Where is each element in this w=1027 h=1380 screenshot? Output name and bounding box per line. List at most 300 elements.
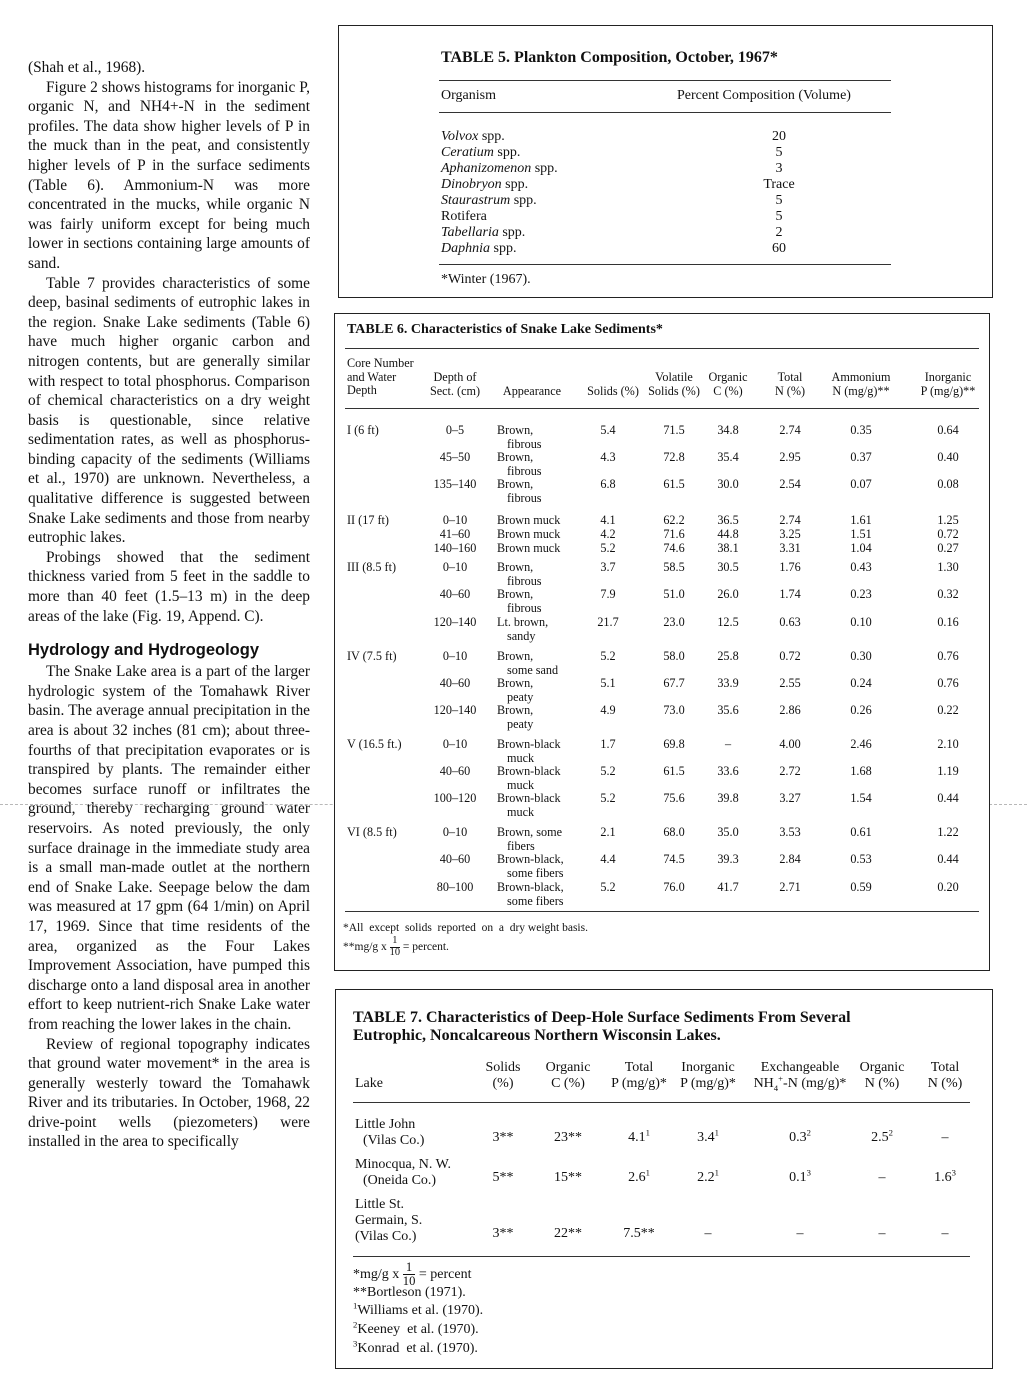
- left-column: [28, 58, 310, 1152]
- table7-cell-totp: [604, 1127, 674, 1146]
- table6-appearance-line: Brown,: [497, 423, 534, 437]
- table5-organism: [441, 241, 516, 257]
- table6-cell-totn: 2.74: [779, 513, 801, 527]
- table6-cell-amm: 0.37: [850, 450, 872, 464]
- table6-appearance-line: Brown, some: [497, 825, 562, 839]
- table6-core: II (17 ft): [347, 513, 389, 527]
- section-heading-hydrology: Hydrology and Hydrogeology: [28, 641, 260, 660]
- table6-cell-solids: 1.7: [600, 737, 616, 751]
- table7-value: 5**: [492, 1170, 514, 1185]
- table6-cell-solids: 21.7: [597, 615, 619, 629]
- table7-value: 3**: [492, 1226, 514, 1241]
- table7-cell-orgc: [536, 1226, 600, 1242]
- table6-cell-inp: 1.30: [937, 560, 959, 574]
- table6-cell-volatile: 76.0: [663, 880, 685, 894]
- table6-cell-inp: 1.22: [937, 825, 959, 839]
- table7-value: 4.1: [628, 1130, 646, 1145]
- table6-cell-volatile: 61.5: [663, 477, 685, 491]
- table6-appearance-line: Brown muck: [497, 541, 561, 555]
- table6-cell-inp: 0.27: [937, 541, 959, 555]
- table7-value: –: [796, 1226, 804, 1241]
- table6-appearance-line: Brown-black: [497, 764, 561, 778]
- table6-cell-solids: 5.2: [600, 880, 616, 894]
- table5-genus-suffix: spp.: [531, 161, 558, 176]
- table6-cell-inp: 0.20: [937, 880, 959, 894]
- table6-appearance: [497, 616, 548, 643]
- table5-header-organism: Organism: [441, 88, 496, 103]
- table6-appearance-line: Lt. brown,: [497, 615, 549, 629]
- table7-value-note: 3: [806, 1167, 811, 1178]
- table7-cell-orgn: [852, 1226, 912, 1242]
- table6-cell-solids: 5.2: [600, 541, 616, 555]
- table6-appearance-line: sandy: [507, 628, 536, 643]
- table6-cell-solids: 6.8: [600, 477, 616, 491]
- table6-cell-orgc: 38.1: [717, 541, 739, 555]
- table7-value-note: 1: [714, 1167, 719, 1178]
- table7-cell-totn: [920, 1167, 970, 1186]
- table7-cell-totn: [920, 1130, 970, 1146]
- table6-cell-amm: 0.10: [850, 615, 872, 629]
- paragraph-topography: Review of regional topography indicates that ground water movement* in the area is generally westerly toward the Tomahawk River and its tributaries. In October, 1968, 22 drive-point wells (piezometers) were installed in the area to specifically: [28, 1035, 310, 1151]
- table5-value: 3: [775, 161, 783, 176]
- table6-cell-amm: 0.35: [850, 423, 872, 437]
- table6-appearance-line: fibrous: [507, 573, 542, 588]
- table6-cell-depth: 45–50: [439, 450, 471, 464]
- table7-value-note: 1: [645, 1127, 650, 1138]
- table5-genus-suffix: Rotifera: [441, 209, 487, 224]
- table5-genus-suffix: spp.: [501, 177, 529, 192]
- table5-rule-top: [439, 80, 891, 81]
- table7-lake: [355, 1117, 424, 1149]
- table7-value: 2.5: [871, 1130, 889, 1145]
- table7-value: 22**: [554, 1226, 582, 1241]
- table6-cell-orgc: 26.0: [717, 587, 739, 601]
- table6-appearance-line: fibrous: [507, 463, 542, 478]
- table7-value: –: [878, 1226, 886, 1241]
- table6-core: IV (7.5 ft): [347, 649, 397, 663]
- table5-genus: Aphanizomenon: [441, 161, 532, 176]
- table6-appearance-line: Brown,: [497, 587, 534, 601]
- table6-cell-solids: 5.2: [600, 791, 616, 805]
- table6-appearance: [497, 514, 560, 528]
- table6-cell-orgc: 30.0: [717, 477, 739, 491]
- table6-cell-depth: 0–10: [442, 737, 468, 751]
- table6-header-totaln: Total N (%): [774, 370, 806, 398]
- table6-appearance-line: some fibers: [507, 865, 564, 880]
- table6-appearance: [497, 881, 564, 908]
- table6-appearance-line: fibrous: [507, 490, 542, 505]
- table6-cell-orgc: 44.8: [717, 527, 739, 541]
- table6-cell-orgc: 33.9: [717, 676, 739, 690]
- table6-cell-totn: 2.95: [779, 450, 801, 464]
- table7-value: –: [878, 1170, 886, 1185]
- table6-appearance: [497, 765, 561, 792]
- table6-cell-amm: 1.61: [850, 513, 872, 527]
- table6-cell-depth: 100–120: [433, 791, 477, 805]
- table6-cell-inp: 0.22: [937, 703, 959, 717]
- table7-footnote-ref: [353, 1319, 479, 1338]
- table6-rule-header: [345, 408, 979, 409]
- table6-appearance-line: Brown,: [497, 477, 534, 491]
- table7-footnote-ref-text: Williams et al. (1970).: [357, 1303, 484, 1318]
- table7-value: 3.4: [697, 1130, 715, 1145]
- table7-value: 2.6: [628, 1170, 646, 1185]
- table6-box: [334, 313, 990, 971]
- table6-appearance: [497, 424, 542, 451]
- table6-cell-amm: 0.30: [850, 649, 872, 663]
- table7-cell-exch: [748, 1167, 852, 1186]
- paragraph-probings: Probings showed that the sediment thickness varied from 5 feet in the saddle to more than 40 feet (1.5–13 m) in the deep areas of the lake (Fig. 19, Append. C).: [28, 548, 310, 625]
- table5-genus-suffix: spp.: [510, 193, 537, 208]
- table6-cell-solids: 3.7: [600, 560, 616, 574]
- table6-cell-orgc: 30.5: [717, 560, 739, 574]
- table7-footnote-ref-mark: 1: [353, 1300, 358, 1311]
- table6-cell-solids: 4.4: [600, 852, 616, 866]
- table6-cell-solids: 5.2: [600, 764, 616, 778]
- table6-cell-orgc: 35.4: [717, 450, 739, 464]
- table5-value: 5: [775, 209, 783, 224]
- table6-footnote-fraction: $\frac{1}{10}$: [389, 935, 400, 958]
- table6-cell-orgc: –: [724, 737, 732, 751]
- table6-cell-totn: 4.00: [779, 737, 801, 751]
- table6-appearance-line: muck: [507, 750, 535, 765]
- table6-cell-inp: 0.32: [937, 587, 959, 601]
- table6-cell-solids: 4.1: [600, 513, 616, 527]
- table7-title-line1: TABLE 7. Characteristics of Deep-Hole Surface Sediments From Several: [353, 1009, 851, 1026]
- table7-footnote-ref: [353, 1300, 484, 1319]
- table6-core: III (8.5 ft): [347, 560, 397, 574]
- table7-cell-solids: [475, 1226, 531, 1242]
- table5-value: Trace: [763, 177, 795, 192]
- table6-cell-orgc: 12.5: [717, 615, 739, 629]
- table7-cell-orgc: [536, 1130, 600, 1146]
- table6-cell-volatile: 75.6: [663, 791, 685, 805]
- table6-cell-volatile: 71.6: [663, 527, 685, 541]
- paragraph-table7: Table 7 provides characteristics of some deep, basinal sediments of eutrophic lakes in the region. Snake Lake sediments (Table 6) have much higher organic carbon and nitrogen contents, but are generally similar with respect to total phosphorus. Comparison of chemical characteristics on a dry weight basis is questionable, since relative sedimentation rates, as well as phosphorus-binding capacity of the sediments (Williams et al., 1970) are unknown. Nevertheless, a qualitative difference is suggested between Snake Lake sediments and those from nearby eutrophic lakes.: [28, 274, 310, 547]
- table7-rule-bottom: [353, 1256, 970, 1257]
- table6-cell-inp: 0.72: [937, 527, 959, 541]
- table6-appearance: [497, 704, 533, 731]
- table6-cell-volatile: 61.5: [663, 764, 685, 778]
- table6-cell-totn: 2.74: [779, 423, 801, 437]
- table6-rule-top: [345, 348, 979, 349]
- table6-cell-totn: 2.72: [779, 764, 801, 778]
- table6-cell-volatile: 62.2: [663, 513, 685, 527]
- table5-genus-suffix: spp.: [490, 241, 517, 256]
- table6-cell-totn: 2.86: [779, 703, 801, 717]
- table7-value-note: 3: [951, 1167, 956, 1178]
- table7-rule-header: [353, 1102, 970, 1103]
- table6-header-organic: Organic C (%): [708, 370, 748, 398]
- table6-cell-depth: 0–5: [445, 423, 465, 437]
- table7-header-orgn: Organic N (%): [859, 1060, 905, 1091]
- table6-header-core: Core Number and Water Depth: [347, 356, 414, 398]
- table6-appearance-line: Brown-black,: [497, 880, 564, 894]
- table6-cell-depth: 0–10: [442, 649, 468, 663]
- table6-cell-amm: 1.68: [850, 764, 872, 778]
- table5-genus: Daphnia: [441, 241, 490, 256]
- table5-value: 60: [772, 241, 786, 256]
- table6-cell-depth: 0–10: [442, 560, 468, 574]
- table6-cell-totn: 1.74: [779, 587, 801, 601]
- table6-appearance-line: peaty: [507, 716, 534, 731]
- table5-genus-suffix: spp.: [498, 225, 526, 240]
- table5-genus: Ceratium: [441, 145, 494, 160]
- table6-cell-amm: 0.53: [850, 852, 872, 866]
- table7-value: –: [941, 1130, 949, 1145]
- table6-appearance: [497, 528, 560, 542]
- table6-cell-inp: 0.16: [937, 615, 959, 629]
- table7-cell-exch: [748, 1127, 852, 1146]
- table6-cell-depth: 120–140: [433, 615, 477, 629]
- table6-header-appearance: Appearance: [502, 384, 562, 398]
- table6-cell-depth: 40–60: [439, 587, 471, 601]
- table6-cell-depth: 40–60: [439, 764, 471, 778]
- table7-header-totn: Total N (%): [927, 1060, 963, 1091]
- table7-lake-line: Little John: [355, 1117, 416, 1132]
- table6-cell-amm: 0.26: [850, 703, 872, 717]
- table7-cell-totp: [604, 1167, 674, 1186]
- table6-cell-amm: 0.43: [850, 560, 872, 574]
- table6-cell-depth: 80–100: [436, 880, 474, 894]
- table7-footnote-conversion: *mg/g x $\frac{1}{10}$ = percent: [353, 1260, 472, 1289]
- table6-cell-totn: 2.71: [779, 880, 801, 894]
- table6-cell-totn: 3.27: [779, 791, 801, 805]
- table7-value: 2.2: [697, 1170, 715, 1185]
- table5-rule-header: [439, 112, 891, 113]
- table6-cell-inp: 0.76: [937, 676, 959, 690]
- table5-box: [338, 25, 993, 298]
- table7-value: 7.5**: [623, 1226, 655, 1241]
- table6-cell-totn: 2.55: [779, 676, 801, 690]
- table7-header-totp: Total P (mg/g)*: [611, 1060, 667, 1091]
- table6-appearance: [497, 853, 564, 880]
- table7-value-note: 2: [888, 1127, 893, 1138]
- table6-cell-amm: 0.07: [850, 477, 872, 491]
- table6-cell-totn: 2.54: [779, 477, 801, 491]
- table6-rule-bottom: [345, 911, 979, 912]
- table6-core: V (16.5 ft.): [347, 737, 402, 751]
- table6-cell-solids: 7.9: [600, 587, 616, 601]
- table6-cell-totn: 1.76: [779, 560, 801, 574]
- table6-header-volatile: Volatile Solids (%): [648, 370, 700, 398]
- table6-appearance-line: Brown muck: [497, 527, 561, 541]
- table6-appearance: [497, 561, 542, 588]
- table7-value: –: [941, 1226, 949, 1241]
- table6-cell-solids: 5.4: [600, 423, 616, 437]
- table7-footnote-ref-text: Konrad et al. (1970).: [357, 1341, 478, 1356]
- table5-rule-bottom: [439, 264, 891, 265]
- table6-cell-amm: 2.46: [850, 737, 872, 751]
- table7-value-note: 1: [645, 1167, 650, 1178]
- table6-cell-solids: 4.3: [600, 450, 616, 464]
- table6-cell-inp: 1.25: [937, 513, 959, 527]
- table5-genus-suffix: spp.: [478, 129, 505, 144]
- table6-header-depth: Depth of Sect. (cm): [429, 370, 481, 398]
- table5-organism: [441, 129, 505, 145]
- table6-cell-volatile: 74.5: [663, 852, 685, 866]
- table5-footnote: *Winter (1967).: [441, 272, 531, 287]
- table5-value: 5: [775, 193, 783, 208]
- table6-appearance-line: Brown,: [497, 450, 534, 464]
- table6-appearance-line: fibers: [507, 838, 535, 853]
- table6-cell-volatile: 58.5: [663, 560, 685, 574]
- table7-cell-solids: [475, 1170, 531, 1186]
- table7-header-exch: Exchangeable $NH_4^+-N$ (mg/g)*: [753, 1060, 847, 1093]
- table6-cell-depth: 140–160: [433, 541, 477, 555]
- table6-cell-solids: 4.2: [600, 527, 616, 541]
- paragraph-intro: (Shah et al., 1968).: [28, 59, 146, 76]
- table7-value-note: 2: [806, 1127, 811, 1138]
- table7-header-orgc: Organic C (%): [545, 1060, 591, 1091]
- table7-lake-line: (Vilas Co.): [355, 1229, 417, 1244]
- table6-cell-volatile: 58.0: [663, 649, 685, 663]
- table6-cell-inp: 0.08: [937, 477, 959, 491]
- table7-header-solids: Solids (%): [485, 1060, 521, 1091]
- table6-header-ammonium: Ammonium N (mg/g)**: [831, 370, 891, 398]
- table6-appearance-line: fibrous: [507, 600, 542, 615]
- table6-cell-totn: 3.25: [779, 527, 801, 541]
- table6-appearance: [497, 650, 558, 677]
- table6-appearance-line: Brown-black: [497, 791, 561, 805]
- table7-cell-orgn: [852, 1170, 912, 1186]
- table7-value-note: 1: [714, 1127, 719, 1138]
- table6-cell-orgc: 33.6: [717, 764, 739, 778]
- table6-appearance-line: Brown,: [497, 703, 534, 717]
- table6-cell-depth: 41–60: [439, 527, 471, 541]
- table6-appearance: [497, 826, 562, 853]
- table6-appearance: [497, 677, 533, 704]
- table5-header-percent: Percent Composition (Volume): [677, 88, 851, 103]
- table6-cell-solids: 2.1: [600, 825, 616, 839]
- table6-cell-orgc: 39.3: [717, 852, 739, 866]
- table5-genus-suffix: spp.: [493, 145, 521, 160]
- table7-cell-totp: [604, 1226, 674, 1242]
- table6-cell-orgc: 25.8: [717, 649, 739, 663]
- table6-cell-volatile: 23.0: [663, 615, 685, 629]
- table6-cell-depth: 0–10: [442, 825, 468, 839]
- table5-genus: Tabellaria: [441, 225, 499, 240]
- table6-cell-amm: 0.24: [850, 676, 872, 690]
- table6-cell-depth: 120–140: [433, 703, 477, 717]
- table6-appearance-line: peaty: [507, 689, 534, 704]
- table7-lake-line: (Vilas Co.): [363, 1133, 425, 1148]
- table6-cell-depth: 0–10: [442, 513, 468, 527]
- table5-genus: Dinobryon: [441, 177, 502, 192]
- table7-header-inp: Inorganic P (mg/g)*: [680, 1060, 736, 1091]
- table6-cell-inp: 0.76: [937, 649, 959, 663]
- table7-footnote-ref-text: Keeney et al. (1970).: [357, 1322, 479, 1337]
- table6-cell-amm: 1.51: [850, 527, 872, 541]
- table6-cell-amm: 1.54: [850, 791, 872, 805]
- table7-value: 1.6: [934, 1170, 952, 1185]
- table5-genus: Volvox: [441, 129, 479, 144]
- table6-cell-totn: 0.63: [779, 615, 801, 629]
- table6-cell-orgc: 35.6: [717, 703, 739, 717]
- table6-cell-amm: 0.59: [850, 880, 872, 894]
- table6-cell-depth: 40–60: [439, 852, 471, 866]
- table6-cell-inp: 0.40: [937, 450, 959, 464]
- table5-value: 2: [775, 225, 783, 240]
- table6-title: TABLE 6. Characteristics of Snake Lake Sediments*: [347, 322, 663, 337]
- table6-cell-volatile: 73.0: [663, 703, 685, 717]
- table6-cell-amm: 0.61: [850, 825, 872, 839]
- table6-cell-orgc: 36.5: [717, 513, 739, 527]
- table6-cell-solids: 4.9: [600, 703, 616, 717]
- table6-cell-depth: 40–60: [439, 676, 471, 690]
- table6-appearance-line: Brown,: [497, 560, 534, 574]
- table7-header-lake: Lake: [355, 1076, 383, 1091]
- paragraph-figure2: Figure 2 shows histograms for inorganic P, organic N, and NH4+-N in the sediment profiles. The data show higher levels of P in the muck than in the peat, and consistently higher levels of P in the surface sediments (Table 6). Ammonium-N was more concentrated in the mucks, while organic N was fairly uniform except for being much lower in sections containing large amounts of sand.: [28, 78, 310, 272]
- table6-cell-inp: 0.64: [937, 423, 959, 437]
- table6-cell-orgc: 35.0: [717, 825, 739, 839]
- table7-lake-line: Germain, S.: [355, 1213, 423, 1228]
- table7-lake-line: (Oneida Co.): [363, 1173, 437, 1188]
- table7-lake-line: Little St.: [355, 1197, 404, 1212]
- table5-title: TABLE 5. Plankton Composition, October, 1967*: [441, 49, 778, 66]
- table5-genus: Staurastrum: [441, 193, 511, 208]
- table6-cell-totn: 3.53: [779, 825, 801, 839]
- table6-appearance-line: Brown,: [497, 649, 534, 663]
- table6-cell-orgc: 39.8: [717, 791, 739, 805]
- table6-cell-amm: 0.23: [850, 587, 872, 601]
- table7-value: 23**: [554, 1130, 582, 1145]
- table6-cell-totn: 3.31: [779, 541, 801, 555]
- table6-footnote-conversion: **mg/g x $\frac{1}{10}$ = percent.: [343, 935, 449, 958]
- table6-appearance: [497, 478, 542, 505]
- table6-cell-inp: 0.44: [937, 852, 959, 866]
- table6-cell-volatile: 69.8: [663, 737, 685, 751]
- table7-value: 15**: [554, 1170, 582, 1185]
- table7-footnote-ref-mark: 3: [353, 1338, 358, 1349]
- table6-appearance: [497, 451, 542, 478]
- table6-appearance-line: some sand: [507, 662, 559, 677]
- table6-cell-volatile: 68.0: [663, 825, 685, 839]
- table6-cell-solids: 5.1: [600, 676, 616, 690]
- table7-value: –: [704, 1226, 712, 1241]
- table6-cell-inp: 0.44: [937, 791, 959, 805]
- table6-appearance: [497, 542, 560, 556]
- table6-appearance-line: Brown-black,: [497, 852, 564, 866]
- table6-appearance-line: Brown-black: [497, 737, 561, 751]
- table7-footnote-bortleson: **Bortleson (1971).: [353, 1285, 466, 1300]
- table6-cell-totn: 2.84: [779, 852, 801, 866]
- table6-cell-volatile: 71.5: [663, 423, 685, 437]
- table7-cell-totn: [920, 1226, 970, 1242]
- table6-appearance: [497, 792, 561, 819]
- table6-appearance: [497, 738, 561, 765]
- table7-box: [335, 989, 993, 1369]
- table6-appearance-line: Brown,: [497, 676, 534, 690]
- table6-core: VI (8.5 ft): [347, 825, 397, 839]
- table6-cell-solids: 5.2: [600, 649, 616, 663]
- table7-cell-inp: [670, 1127, 746, 1146]
- table7-value: 0.3: [789, 1130, 807, 1145]
- table5-organism: [441, 225, 525, 241]
- table6-cell-orgc: 41.7: [717, 880, 739, 894]
- table6-footnote-dryweight: *All except solids reported on a dry weight basis.: [343, 922, 588, 934]
- table6-header-solids: Solids (%): [587, 384, 639, 398]
- table5-value: 20: [772, 129, 786, 144]
- table7-cell-inp: [670, 1226, 746, 1242]
- table5-organism: [441, 145, 520, 161]
- table6-cell-inp: 1.19: [937, 764, 959, 778]
- table7-footnote-fraction: $\frac{1}{10}$: [402, 1260, 416, 1289]
- table7-footnote-ref-mark: 2: [353, 1319, 358, 1330]
- table6-cell-totn: 0.72: [779, 649, 801, 663]
- table7-cell-inp: [670, 1167, 746, 1186]
- table5-organism: [441, 209, 487, 225]
